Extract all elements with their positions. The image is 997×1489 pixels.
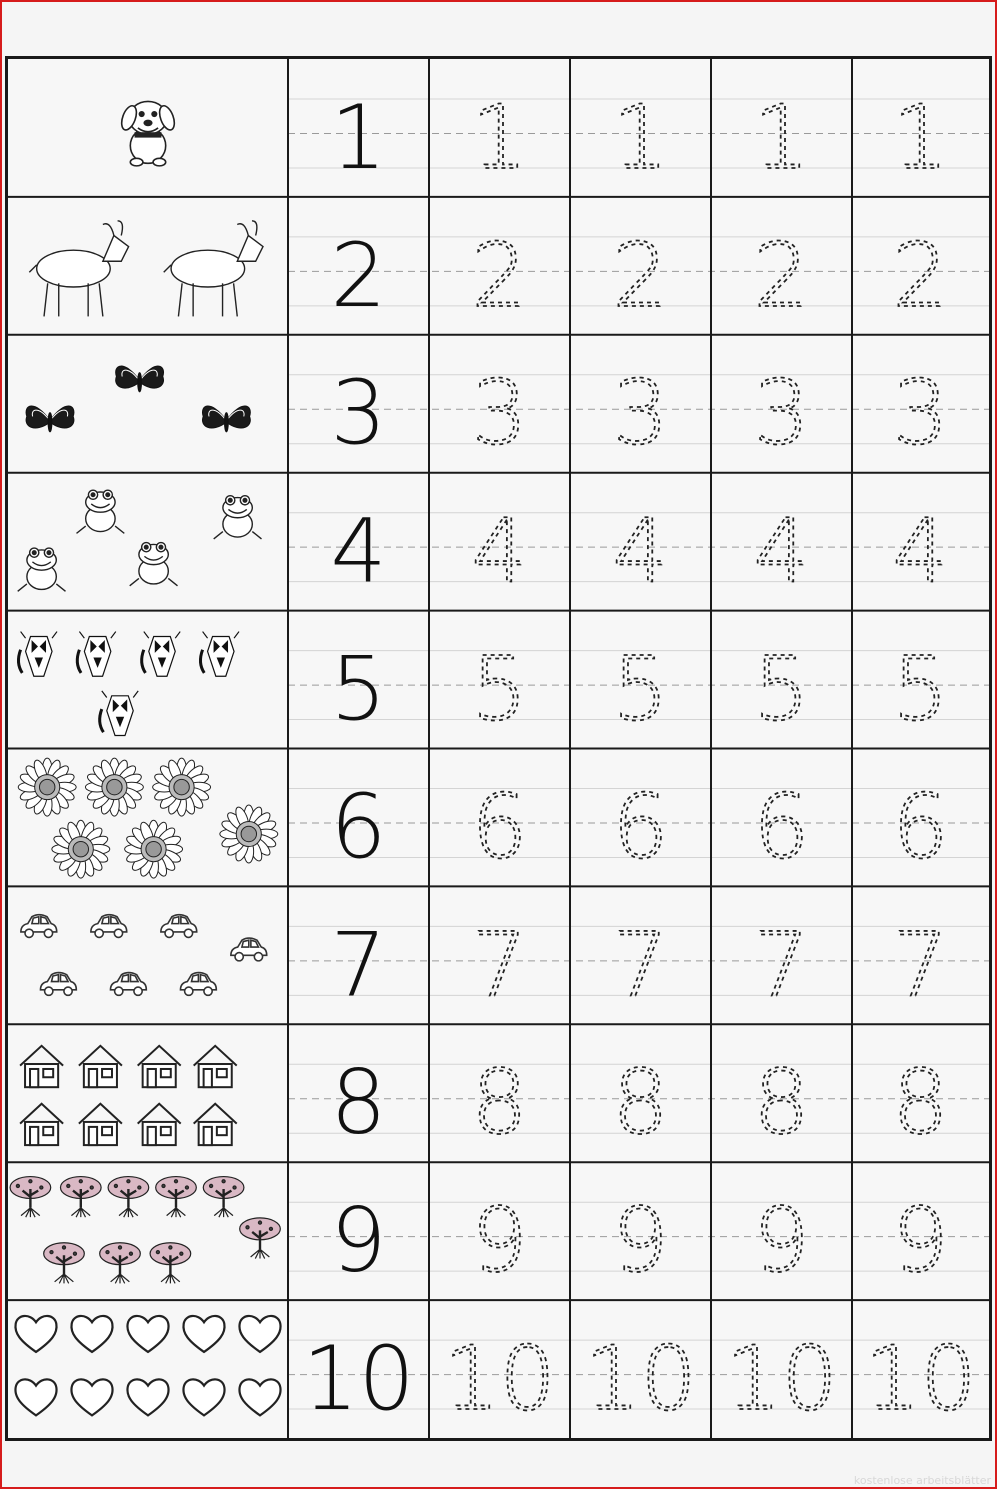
tree-icon [108,1177,149,1218]
heart-icon [71,1316,112,1352]
trace-numeral: 1 [753,85,810,189]
trace-numeral: 6 [753,775,810,879]
butterfly-icon [202,406,250,432]
tree-icon [156,1177,197,1218]
trace-numeral: 9 [892,1189,949,1293]
model-numeral: 5 [330,637,387,741]
frog-icon [18,548,66,591]
tree-icon [240,1218,281,1259]
trace-numeral: 8 [892,1051,949,1155]
picture-cell [29,221,263,317]
car-icon [110,973,146,996]
house-icon [79,1104,122,1145]
picture-cell [26,366,250,432]
tree-icon [100,1243,141,1284]
butterfly-icon [116,366,164,392]
tree-icon [60,1177,101,1218]
trace-numeral: 9 [471,1189,528,1293]
trace-numeral: 2 [612,223,669,327]
worksheet-row [8,611,989,741]
picture-cell [18,490,262,591]
house-icon [194,1104,237,1145]
house-icon [194,1046,237,1087]
car-icon [21,915,57,938]
trace-numeral: 6 [892,775,949,879]
tree-icon [203,1177,244,1218]
trace-numeral: 5 [892,637,949,741]
car-icon [40,973,76,996]
trace-numeral: 7 [753,913,810,1017]
model-numeral: 2 [330,223,387,327]
dog-icon [119,101,177,165]
trace-numeral: 5 [753,637,810,741]
tree-icon [10,1177,51,1218]
giraffe-icon [142,632,181,677]
house-icon [138,1046,181,1087]
trace-numeral: 2 [892,223,949,327]
heart-icon [15,1316,56,1352]
worksheet-row [8,473,989,603]
trace-numeral: 1 [471,85,528,189]
house-icon [20,1046,63,1087]
trace-numeral: 3 [471,361,528,465]
trace-numeral: 7 [892,913,949,1017]
trace-numeral: 4 [471,499,528,603]
trace-numeral: 6 [612,775,669,879]
model-numeral: 7 [330,913,387,1017]
picture-cell [10,1177,280,1284]
heart-icon [127,1379,168,1415]
model-numeral: 3 [330,361,387,465]
trace-numeral: 5 [612,637,669,741]
model-numeral: 9 [330,1189,387,1293]
trace-numeral: 10 [443,1327,556,1431]
sunflower-icon [220,805,278,863]
trace-numeral: 8 [471,1051,528,1155]
trace-numeral: 7 [471,913,528,1017]
heart-icon [15,1379,56,1415]
worksheet-row [119,86,989,189]
trace-numeral: 9 [612,1189,669,1293]
trace-numeral: 10 [725,1327,838,1431]
picture-cell [15,1316,280,1415]
trace-numeral: 2 [471,223,528,327]
picture-cell [18,632,239,736]
worksheet-row [8,1024,989,1154]
heart-icon [71,1379,112,1415]
butterfly-icon [26,406,74,432]
tree-icon [150,1243,191,1284]
trace-numeral: 5 [471,637,528,741]
giraffe-icon [77,632,116,677]
worksheet-row [8,197,989,327]
trace-numeral: 6 [471,775,528,879]
trace-numeral: 4 [892,499,949,603]
model-numeral: 1 [330,85,387,189]
worksheet-row [8,886,989,1016]
house-icon [138,1104,181,1145]
trace-numeral: 1 [612,85,669,189]
sunflower-icon [153,758,211,816]
trace-numeral: 10 [584,1327,697,1431]
picture-cell [21,915,267,996]
worksheet-row [8,749,989,879]
trace-numeral: 7 [612,913,669,1017]
heart-icon [239,1316,280,1352]
trace-numeral: 8 [612,1051,669,1155]
trace-numeral: 9 [753,1189,810,1293]
trace-numeral: 2 [753,223,810,327]
model-numeral: 8 [330,1051,387,1155]
heart-icon [239,1379,280,1415]
trace-numeral: 8 [753,1051,810,1155]
model-numeral: 4 [330,499,387,603]
giraffe-icon [200,632,239,677]
picture-cell [119,101,177,165]
goat-icon [164,221,263,317]
worksheet-row [8,1300,989,1430]
sunflower-icon [85,758,143,816]
trace-numeral: 4 [612,499,669,603]
heart-icon [183,1379,224,1415]
sunflower-icon [125,820,183,878]
car-icon [161,915,197,938]
picture-cell [20,1046,237,1145]
car-icon [231,938,267,961]
frog-icon [130,543,178,586]
trace-numeral: 10 [864,1327,977,1431]
model-numeral: 6 [330,775,387,879]
giraffe-icon [100,691,139,736]
heart-icon [183,1316,224,1352]
worksheet-row [8,335,989,465]
car-icon [91,915,127,938]
frog-icon [76,490,124,533]
goat-icon [29,221,128,317]
tree-icon [44,1243,85,1284]
sunflower-icon [52,820,110,878]
house-icon [20,1104,63,1145]
trace-numeral: 3 [892,361,949,465]
frog-icon [214,496,262,539]
trace-numeral: 3 [612,361,669,465]
trace-numeral: 1 [892,85,949,189]
sunflower-icon [18,758,76,816]
watermark: kostenlose arbeitsblätter [853,1474,991,1487]
model-numeral: 10 [302,1327,415,1431]
house-icon [79,1046,122,1087]
car-icon [180,973,216,996]
picture-cell [18,758,278,878]
trace-numeral: 4 [753,499,810,603]
giraffe-icon [18,632,57,677]
heart-icon [127,1316,168,1352]
worksheet-row [8,1162,989,1292]
trace-numeral: 3 [753,361,810,465]
